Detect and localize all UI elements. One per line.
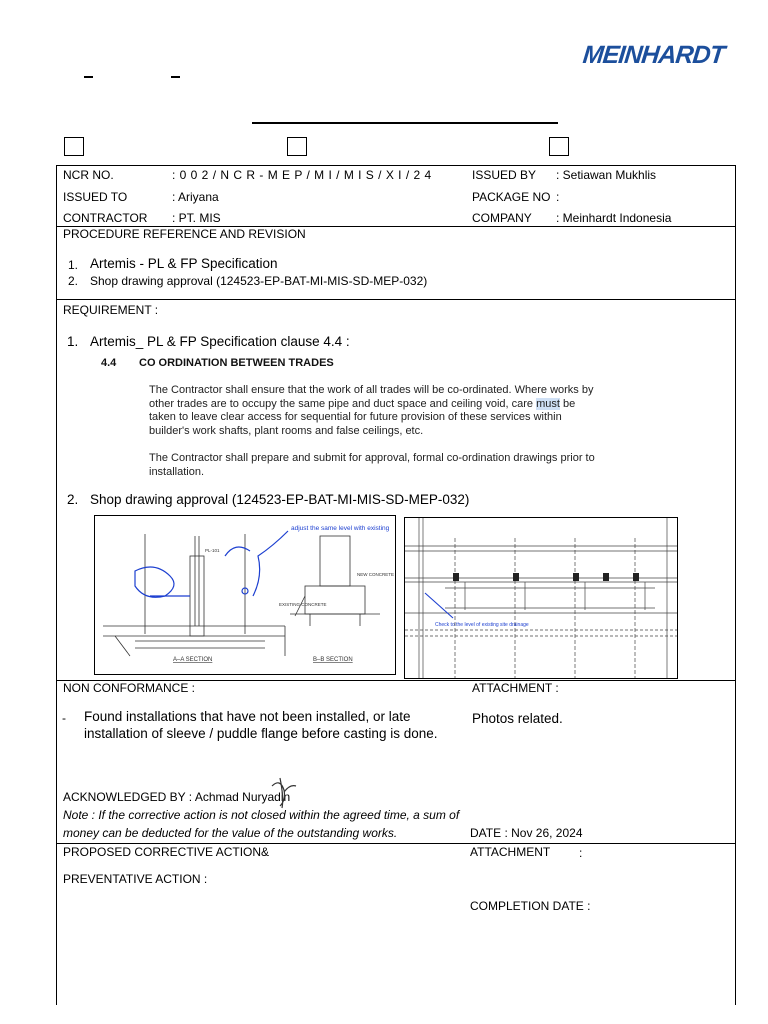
highlight-must: must xyxy=(536,397,560,410)
shop-drawing-right xyxy=(404,517,678,679)
requirement-item-1-num: 1. xyxy=(67,334,79,349)
clause-number: 4.4 xyxy=(101,357,117,369)
title-dash-left xyxy=(84,76,93,78)
nonconformance-attachment-value: Photos related. xyxy=(472,711,563,726)
package-label: PACKAGE NO xyxy=(472,190,551,204)
procedure-item-1: Artemis - PL & FP Specification xyxy=(90,256,278,271)
corrective-attachment-label: ATTACHMENT xyxy=(470,845,551,859)
checkbox-3[interactable] xyxy=(549,137,569,156)
rule-top xyxy=(56,165,736,166)
title-dash-right xyxy=(171,76,180,78)
shop-drawing-left-svg xyxy=(95,516,395,674)
rule-corrective xyxy=(56,843,736,844)
rule-requirement xyxy=(56,299,736,300)
package-value: : xyxy=(556,190,560,204)
drawing-left-section-b: B–B SECTION xyxy=(313,657,353,663)
requirement-title: REQUIREMENT : xyxy=(63,303,159,317)
drawing-left-new-concrete: NEW CONCRETE xyxy=(357,572,394,577)
corrective-attachment-colon: : xyxy=(579,846,583,860)
meinhardt-logo: MEINHARDT xyxy=(581,41,726,69)
checkbox-1[interactable] xyxy=(64,137,84,156)
procedure-item-2-num: 2. xyxy=(68,274,79,288)
contractor-value: : PT. MIS xyxy=(172,211,221,225)
issued-by-label: ISSUED BY xyxy=(472,168,537,182)
clause-title: CO ORDINATION BETWEEN TRADES xyxy=(139,357,334,369)
acknowledged-by: ACKNOWLEDGED BY : Achmad Nuryadin xyxy=(63,790,291,804)
nonconformance-bullet: - xyxy=(62,711,66,725)
drawing-left-pl101: PL-101 xyxy=(205,548,220,553)
nonconformance-text-line2: installation of sleeve / puddle flange before casting is done. xyxy=(84,726,438,741)
company-value: : Meinhardt Indonesia xyxy=(556,211,672,225)
drawing-right-note: Check to the level of existing site drainage xyxy=(435,622,529,628)
requirement-item-1: Artemis_ PL & FP Specification clause 4.4 : xyxy=(90,334,350,349)
nonconformance-text-line1: Found installations that have not been installed, or late xyxy=(84,709,411,724)
clause-paragraph-2: The Contractor shall prepare and submit for approval, formal co-ordination drawings prior to installation. xyxy=(149,452,595,478)
issued-to-label: ISSUED TO xyxy=(63,190,128,204)
procedure-item-2: Shop drawing approval (124523-EP-BAT-MI-MIS-SD-MEP-032) xyxy=(90,274,428,288)
nonconformance-date: DATE : Nov 26, 2024 xyxy=(470,826,583,840)
signature xyxy=(266,776,302,810)
checkbox-2[interactable] xyxy=(287,137,307,156)
ncr-label: NCR NO. xyxy=(63,168,114,182)
contractor-label: CONTRACTOR xyxy=(63,211,148,225)
shop-drawing-left xyxy=(94,515,396,675)
note-line-2: money can be deducted for the value of the outstanding works. xyxy=(63,826,398,840)
requirement-item-2-num: 2. xyxy=(67,492,79,507)
drawing-left-note: adjust the same level with existing xyxy=(291,525,390,532)
completion-date-label: COMPLETION DATE : xyxy=(470,899,591,913)
company-label: COMPANY xyxy=(472,211,532,225)
procedure-item-1-num: 1. xyxy=(68,258,79,272)
clause-paragraph-1: The Contractor shall ensure that the work of all trades will be co-ordinated. Where works by other trades are to occupy the same pipe and duct space and ceiling void, care must be taken to leave clear access for sequential for future provision of these services within builder's work shafts, plant rooms and false ceilings, etc. xyxy=(149,384,594,437)
requirement-item-2: Shop drawing approval (124523-EP-BAT-MI-MIS-SD-MEP-032) xyxy=(90,492,470,507)
nonconformance-title: NON CONFORMANCE : xyxy=(63,681,195,695)
drawing-left-section-a: A–A SECTION xyxy=(173,657,213,663)
procedure-title: PROCEDURE REFERENCE AND REVISION xyxy=(63,227,306,241)
issued-to-value: : Ariyana xyxy=(172,190,219,204)
title-underline xyxy=(252,122,558,124)
ncr-value: : 0 0 2 / N C R - M E P / M I / M I S / X I / 2 4 xyxy=(172,168,432,182)
shop-drawing-right-svg xyxy=(405,518,677,678)
preventive-title: PREVENTATIVE ACTION : xyxy=(63,872,208,886)
corrective-title: PROPOSED CORRECTIVE ACTION& xyxy=(63,845,270,859)
issued-by-value: : Setiawan Mukhlis xyxy=(556,168,657,182)
nonconformance-attachment-label: ATTACHMENT : xyxy=(472,681,559,695)
note-line-1: Note : If the corrective action is not closed within the agreed time, a sum of xyxy=(63,808,460,822)
drawing-left-existing: EXISTING CONCRETE xyxy=(279,602,327,607)
